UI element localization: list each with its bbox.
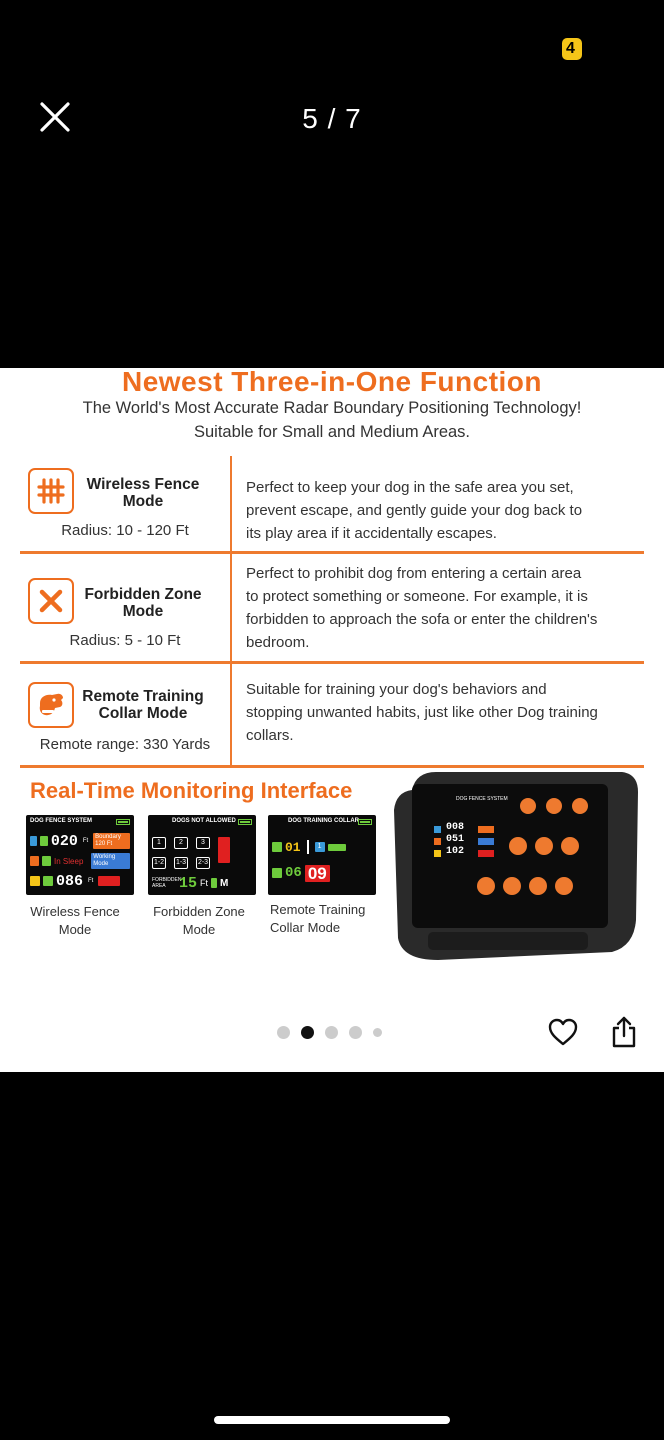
image-subline: The World's Most Accurate Radar Boundary Positioning Technology!	[82, 399, 582, 417]
screen-row: 06 09	[272, 865, 372, 881]
like-button[interactable]	[547, 1017, 579, 1047]
page-dot[interactable]	[325, 1026, 338, 1039]
feature-title: Collar Mode	[98, 705, 188, 722]
key-row: 1 2 3	[152, 835, 252, 851]
divider	[230, 554, 232, 661]
page-dot[interactable]	[373, 1028, 382, 1037]
share-icon	[610, 1015, 638, 1049]
notification-badge: 4	[562, 38, 582, 60]
page-indicator[interactable]	[277, 1026, 382, 1039]
device-value: 051	[446, 834, 465, 845]
battery-icon	[358, 819, 372, 825]
product-image[interactable]	[0, 368, 664, 1072]
device-value: 102	[446, 846, 465, 857]
heart-icon	[547, 1017, 579, 1047]
screen-wireless-fence	[26, 815, 134, 895]
divider	[20, 765, 644, 768]
screen-row: 020 Ft Boundary 120 Ft	[30, 833, 130, 849]
share-button[interactable]	[610, 1015, 638, 1049]
home-indicator[interactable]	[214, 1416, 450, 1424]
battery-icon	[238, 819, 252, 825]
screen-header: DOG FENCE SYSTEM	[30, 818, 93, 824]
screen-row: In Sleep Working Mode	[30, 853, 130, 869]
image-subline: Suitable for Small and Medium Areas.	[193, 423, 471, 441]
image-counter: 5 / 7	[302, 103, 362, 134]
page-dot-active[interactable]	[301, 1026, 314, 1039]
feature-title: Remote Training	[82, 688, 204, 705]
feature-forbidden-zone	[20, 554, 644, 664]
feature-description: Suitable for training your dog's behaviors and stopping unwanted habits, just like other Dog training collars.	[246, 681, 598, 744]
feature-title: Mode	[122, 603, 164, 620]
screen-caption: Wireless Fence Mode	[30, 904, 120, 937]
image-headline: Newest Three-in-One Function	[121, 368, 543, 397]
screen-row: FORBIDDEN AREA 15 Ft M	[152, 874, 229, 892]
feature-description: Perfect to keep your dog in the safe area you set, prevent escape, and gently guide your dog back to its play area if it accidentally escapes.	[246, 479, 583, 542]
feature-description: Perfect to prohibit dog from entering a certain area to protect something or someone. For example, it is forbidden to approach the sofa or enter the children's bedroom.	[246, 565, 598, 651]
screen-forbidden-zone	[148, 815, 256, 895]
device-illustration	[392, 770, 640, 962]
feature-range: Remote range: 330 Yards	[39, 736, 211, 753]
forbidden-x-icon	[28, 578, 74, 624]
screen-header: DOG TRAINING COLLAR	[288, 818, 359, 824]
device-header: DOG FENCE SYSTEM	[456, 796, 508, 802]
feature-wireless-fence	[20, 456, 644, 554]
feature-title: Forbidden Zone	[84, 586, 202, 603]
screen-caption: Forbidden Zone Mode	[153, 904, 245, 937]
page-dot[interactable]	[277, 1026, 290, 1039]
screen-row: 086 Ft	[30, 873, 130, 889]
feature-remote-training	[20, 664, 644, 768]
remote-device	[392, 770, 640, 962]
divider	[230, 664, 232, 765]
feature-radius: Radius: 5 - 10 Ft	[69, 632, 181, 649]
key-row: 1-2 1-3 2-3	[152, 855, 252, 871]
device-value: 008	[446, 822, 465, 833]
feature-radius: Radius: 10 - 120 Ft	[61, 522, 189, 539]
dog-head-icon	[28, 682, 74, 728]
page-dot[interactable]	[349, 1026, 362, 1039]
divider	[230, 456, 232, 551]
screen-row: 01 1	[272, 839, 372, 855]
screen-remote-training	[268, 815, 376, 895]
feature-title: Mode	[122, 493, 164, 510]
monitoring-title: Real-Time Monitoring Interface	[30, 778, 353, 803]
fence-icon	[28, 468, 74, 514]
screen-header: DOGS NOT ALLOWED	[172, 818, 236, 824]
battery-icon	[116, 819, 130, 825]
screen-caption: Remote Training Collar Mode	[270, 902, 366, 935]
feature-title: Wireless Fence	[86, 476, 200, 493]
